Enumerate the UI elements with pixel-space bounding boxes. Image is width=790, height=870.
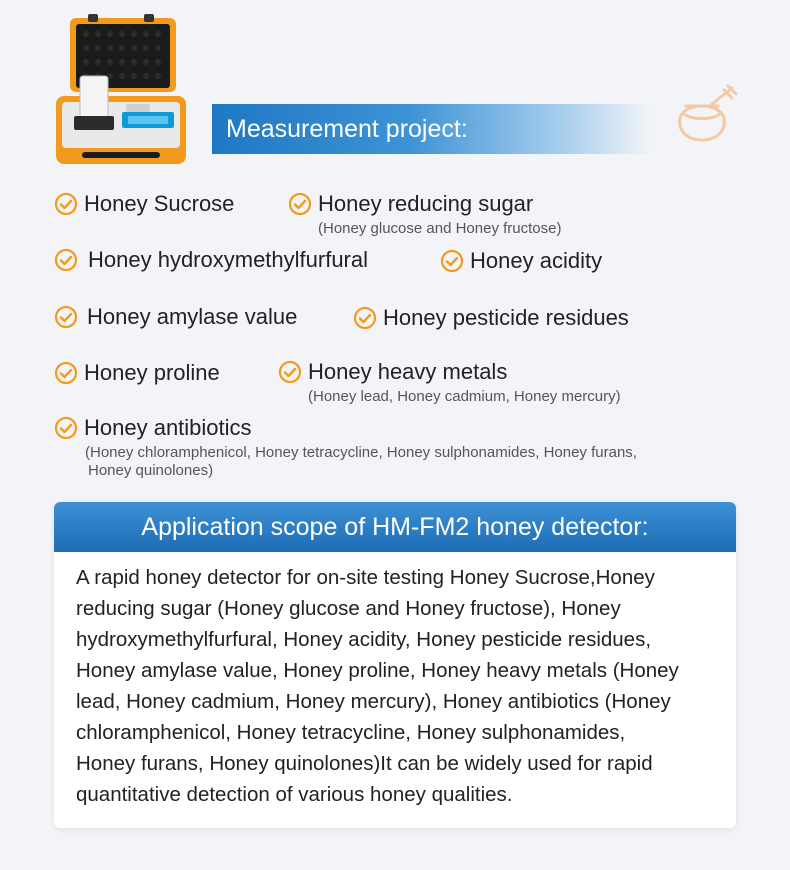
item-label: Honey acidity [470, 248, 603, 273]
application-scope-description [76, 562, 721, 810]
item-sub-reducing-sugar: (Honey glucose and Honey fructose) [318, 220, 562, 237]
orange-check-icon [353, 306, 377, 330]
description-line: Honey furans, Honey quinolones)It can be widely used for rapid [76, 752, 653, 775]
honey-detector-case-image [52, 12, 190, 170]
orange-check-icon [54, 416, 78, 440]
item-label: Honey heavy metals [308, 359, 508, 384]
orange-check-icon [440, 249, 464, 273]
item-label: Honey antibiotics [84, 415, 252, 440]
description-line: Honey amylase value, Honey proline, Honey heavy metals (Honey [76, 659, 679, 682]
application-scope-header [54, 502, 736, 552]
item-sub-antibiotics-line2: Honey quinolones) [88, 462, 214, 479]
description-line: lead, Honey cadmium, Honey mercury), Honey antibiotics (Honey [76, 690, 671, 713]
measurement-project-title: Measurement project: [226, 115, 468, 143]
item-label: Honey amylase value [87, 304, 298, 329]
description-line: quantitative detection of various honey qualities. [76, 783, 513, 806]
item-sub-antibiotics-line1: (Honey chloramphenicol, Honey tetracycline, Honey sulphonamides, Honey furans, [85, 444, 637, 461]
application-scope-card [54, 502, 736, 828]
item-sub-heavy-metals: (Honey lead, Honey cadmium, Honey mercury) [308, 388, 621, 405]
orange-check-icon [278, 360, 302, 384]
description-line: hydroxymethylfurfural, Honey acidity, Honey pesticide residues, [76, 628, 652, 651]
item-label: Honey pesticide residues [383, 305, 629, 330]
measurement-project-banner [212, 104, 652, 154]
item-label: Honey reducing sugar [318, 191, 534, 216]
description-line: reducing sugar (Honey glucose and Honey fructose), Honey [76, 597, 621, 620]
item-label: Honey proline [84, 360, 220, 385]
application-scope-title: Application scope of HM-FM2 honey detector: [141, 513, 649, 541]
honey-pot-icon [672, 84, 742, 146]
orange-check-icon [54, 192, 78, 216]
orange-check-icon [288, 192, 312, 216]
orange-check-icon [54, 248, 78, 272]
orange-check-icon [54, 361, 78, 385]
description-line: chloramphenicol, Honey tetracycline, Honey sulphonamides, [76, 721, 626, 744]
item-label: Honey hydroxymethylfurfural [88, 247, 369, 272]
orange-check-icon [54, 305, 78, 329]
description-line: A rapid honey detector for on-site testing Honey Sucrose,Honey [76, 566, 655, 589]
item-label: Honey Sucrose [84, 191, 235, 216]
